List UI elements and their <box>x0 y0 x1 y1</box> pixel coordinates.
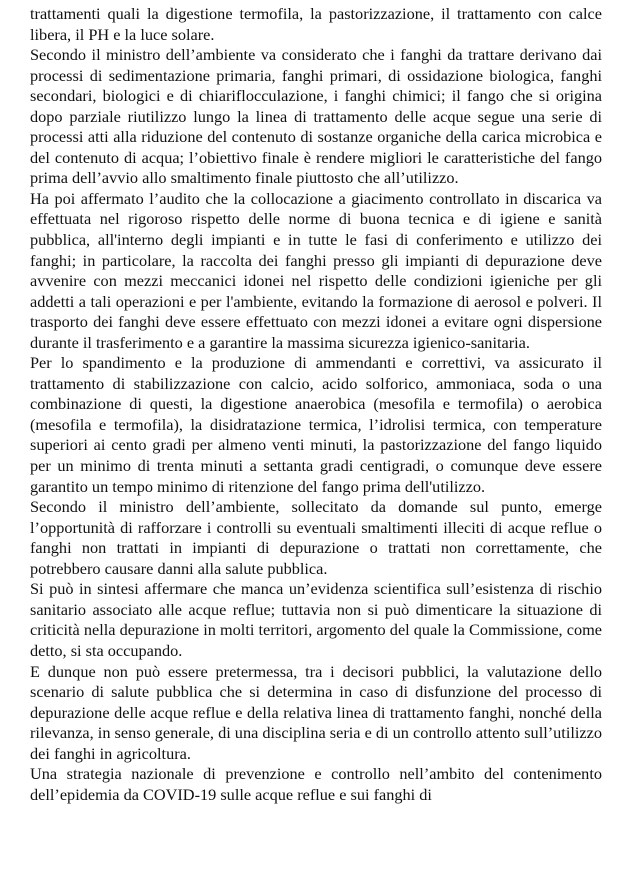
paragraph-landfill-disposal: Ha poi affermato l’audito che la collocazione a giacimento controllato in discarica va effettuata nel rigoroso rispetto delle norme di buona tecnica e di igiene e sanità pubblica, all'interno degli impianti e in tutte le fasi di conferimento e utilizzo dei fanghi; in particolare, la raccolta dei fanghi presso gli impianti di depurazione deve avvenire con mezzi meccanici idonei nel rispetto delle condizioni igieniche per gli addetti a tali operazioni e per l'ambiente, evitando la formazione di aerosol e polveri. Il trasporto dei fanghi deve essere effettuato con mezzi idonei a evitare ogni dispersione durante il trasferimento e a garantire la massima sicurezza igienico-sanitaria. <box>30 188 602 352</box>
paragraph-summary: Si può in sintesi affermare che manca un’evidenza scientifica sull’esistenza di rischio sanitario associato alle acque reflue; tuttavia non si può dimenticare la situazione di criticità nella depurazione in molti territori, argomento del quale la Commissione, come detto, si sta occupando. <box>30 579 602 660</box>
paragraph-continuation: trattamenti quali la digestione termofila, la pastorizzazione, il trattamento con calce libera, il PH e la luce solare. <box>30 4 602 44</box>
paragraph-public-health: E dunque non può essere pretermessa, tra i decisori pubblici, la valutazione dello scenario di salute pubblica che si determina in caso di disfunzione del processo di depurazione delle acque reflue e della relativa linea di trattamento fanghi, nonché della rilevanza, in senso generale, di una disciplina seria e di un controllo attento sull’utilizzo dei fanghi in agricoltura. <box>30 661 602 763</box>
paragraph-controls: Secondo il ministro dell’ambiente, sollecitato da domande sul punto, emerge l’opportunità di rafforzare i controlli su eventuali smaltimenti illeciti di acque reflue o fanghi non trattati in impianti di depurazione o trattati non correttamente, che potrebbero causare danni alla salute pubblica. <box>30 497 602 578</box>
document-page <box>30 4 602 805</box>
paragraph-sludge-origin: Secondo il ministro dell’ambiente va considerato che i fanghi da trattare derivano dai processi di sedimentazione primaria, fanghi primari, di ossidazione biologica, fanghi secondari, biologici e di chiariflocculazione, i fanghi chimici; il fango che si origina dopo parziale riutilizzo lungo la linea di trattamento delle acque segue una serie di processi atti alla riduzione del contenuto di sostanze organiche della carica microbica e del contenuto di acqua; l’obiettivo finale è rendere migliori le caratteristiche del fango prima dell’avvio allo smaltimento finale piuttosto che all’utilizzo. <box>30 45 602 188</box>
paragraph-national-strategy: Una strategia nazionale di prevenzione e controllo nell’ambito del contenimento dell’epidemia da COVID-19 sulle acque reflue e sui fanghi di <box>30 764 602 804</box>
paragraph-stabilization-treatment: Per lo spandimento e la produzione di ammendanti e correttivi, va assicurato il trattamento di stabilizzazione con calcio, acido solforico, ammoniaca, soda o una combinazione di questi, la digestione anaerobica (mesofila e termofila) o aerobica (mesofila e termofila), la disidratazione termica, l’idrolisi termica, con temperature superiori ai cento gradi per almeno venti minuti, la pastorizzazione del fango liquido per un minimo di trenta minuti a settanta gradi centigradi, o comunque deve essere garantito un tempo minimo di ritenzione del fango prima dell'utilizzo. <box>30 353 602 496</box>
